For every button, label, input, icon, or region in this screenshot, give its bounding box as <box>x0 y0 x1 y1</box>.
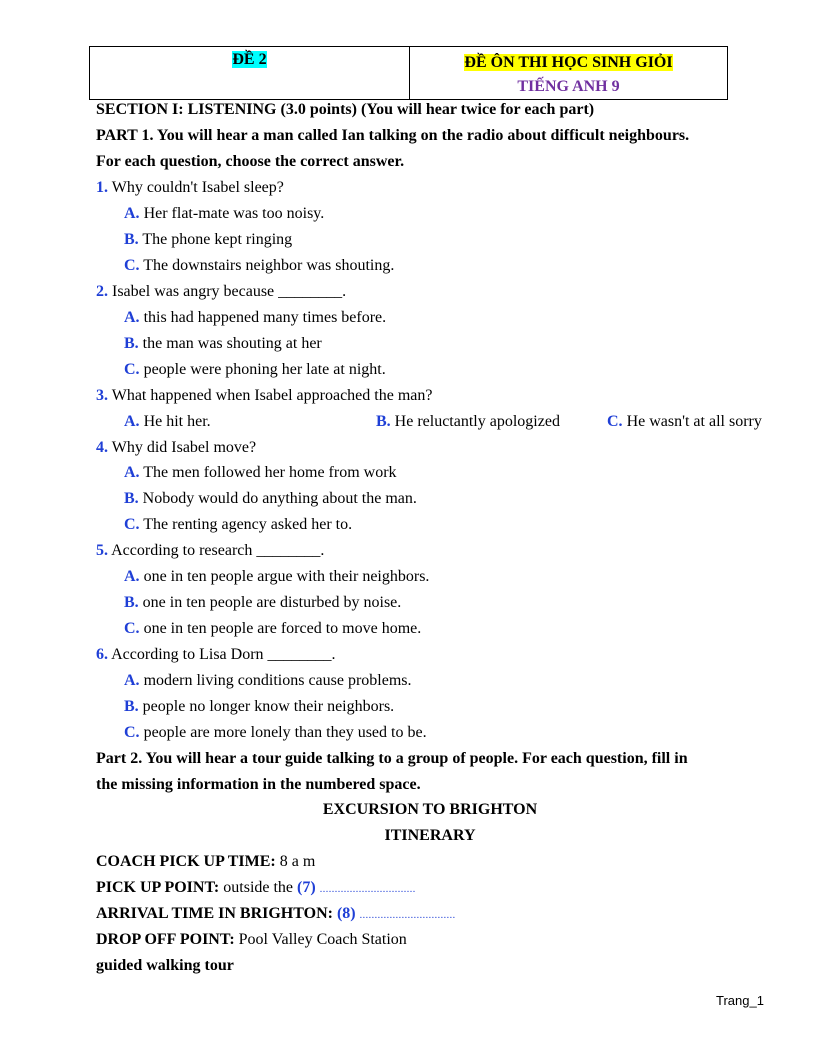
option-3a: A. He hit her. <box>124 413 211 430</box>
itinerary-title: ITINERARY <box>384 827 476 844</box>
question-1 <box>96 176 284 200</box>
itinerary-arrival-time: ARRIVAL TIME IN BRIGHTON: (8) ................................ <box>96 905 456 922</box>
option-2a: A. this had happened many times before. <box>124 309 387 326</box>
question-text: According to research ________. <box>111 542 325 559</box>
exam-title: ĐỀ ÔN THI HỌC SINH GIỎI <box>464 54 673 71</box>
option-4c: C. The renting agency asked her to. <box>124 516 353 533</box>
question-number: 6. <box>96 646 108 663</box>
question-number: 4. <box>96 439 108 456</box>
question-text: Isabel was angry because ________. <box>112 283 347 300</box>
option-5b: B. one in ten people are disturbed by noise. <box>124 594 402 611</box>
question-text: What happened when Isabel approached the man? <box>111 387 433 404</box>
blank-number-7: (7) <box>297 879 316 896</box>
header-right-cell <box>410 47 727 99</box>
itinerary-drop-off: DROP OFF POINT: Pool Valley Coach Station <box>96 931 407 948</box>
itinerary-pickup-time: COACH PICK UP TIME: 8 a m <box>96 853 316 870</box>
question-text: Why did Isabel move? <box>111 439 257 456</box>
option-4b: B. Nobody would do anything about the man. <box>124 490 417 507</box>
itinerary-pickup-point: PICK UP POINT: outside the (7) ................................ <box>96 879 416 896</box>
option-2b: B. the man was shouting at her <box>124 335 322 352</box>
header-table <box>89 46 728 100</box>
page-number: Trang_1 <box>716 993 764 1008</box>
answer-blank-8: ................................ <box>359 910 456 921</box>
options-3-row <box>124 410 764 434</box>
question-number: 5. <box>96 542 108 559</box>
guided-walking-tour: guided walking tour <box>96 957 234 974</box>
option-6a: A. modern living conditions cause problems. <box>124 672 412 689</box>
option-2c: C. people were phoning her late at night. <box>124 361 386 378</box>
blank-number-8: (8) <box>336 905 356 922</box>
option-3c: C. He wasn't at all sorry <box>607 413 762 430</box>
part2-instruction-line2: the missing information in the numbered space. <box>96 776 421 793</box>
section-title: SECTION I: LISTENING (3.0 points) (You will hear twice for each part) <box>96 101 595 118</box>
part1-instruction-line2: For each question, choose the correct answer. <box>96 153 405 170</box>
question-number: 3. <box>96 387 108 404</box>
question-4 <box>96 436 256 460</box>
header-left-cell <box>90 47 410 99</box>
answer-blank-7: ................................ <box>319 884 416 895</box>
question-2 <box>96 280 346 304</box>
option-1a: A. Her flat-mate was too noisy. <box>124 205 325 222</box>
option-3b: B. He reluctantly apologized <box>376 413 560 430</box>
part1-instruction-line1: PART 1. You will hear a man called Ian talking on the radio about difficult neighbours. <box>96 127 690 144</box>
question-5 <box>96 539 324 563</box>
question-number: 1. <box>96 179 108 196</box>
option-4a: A. The men followed her home from work <box>124 464 397 481</box>
question-text: According to Lisa Dorn ________. <box>111 646 336 663</box>
question-3 <box>96 384 432 408</box>
option-6c: C. people are more lonely than they used to be. <box>124 724 427 741</box>
option-5c: C. one in ten people are forced to move home. <box>124 620 422 637</box>
exam-number: ĐỀ 2 <box>232 51 267 68</box>
option-6b: B. people no longer know their neighbors. <box>124 698 395 715</box>
option-1b: B. The phone kept ringing <box>124 231 293 248</box>
exam-subject: TIẾNG ANH 9 <box>517 78 620 95</box>
part2-instruction-line1: Part 2. You will hear a tour guide talking to a group of people. For each question, fill in <box>96 750 688 767</box>
question-6 <box>96 643 336 667</box>
excursion-title: EXCURSION TO BRIGHTON <box>322 801 538 818</box>
option-5a: A. one in ten people argue with their neighbors. <box>124 568 430 585</box>
question-text: Why couldn't Isabel sleep? <box>111 179 284 196</box>
option-1c: C. The downstairs neighbor was shouting. <box>124 257 395 274</box>
question-number: 2. <box>96 283 108 300</box>
